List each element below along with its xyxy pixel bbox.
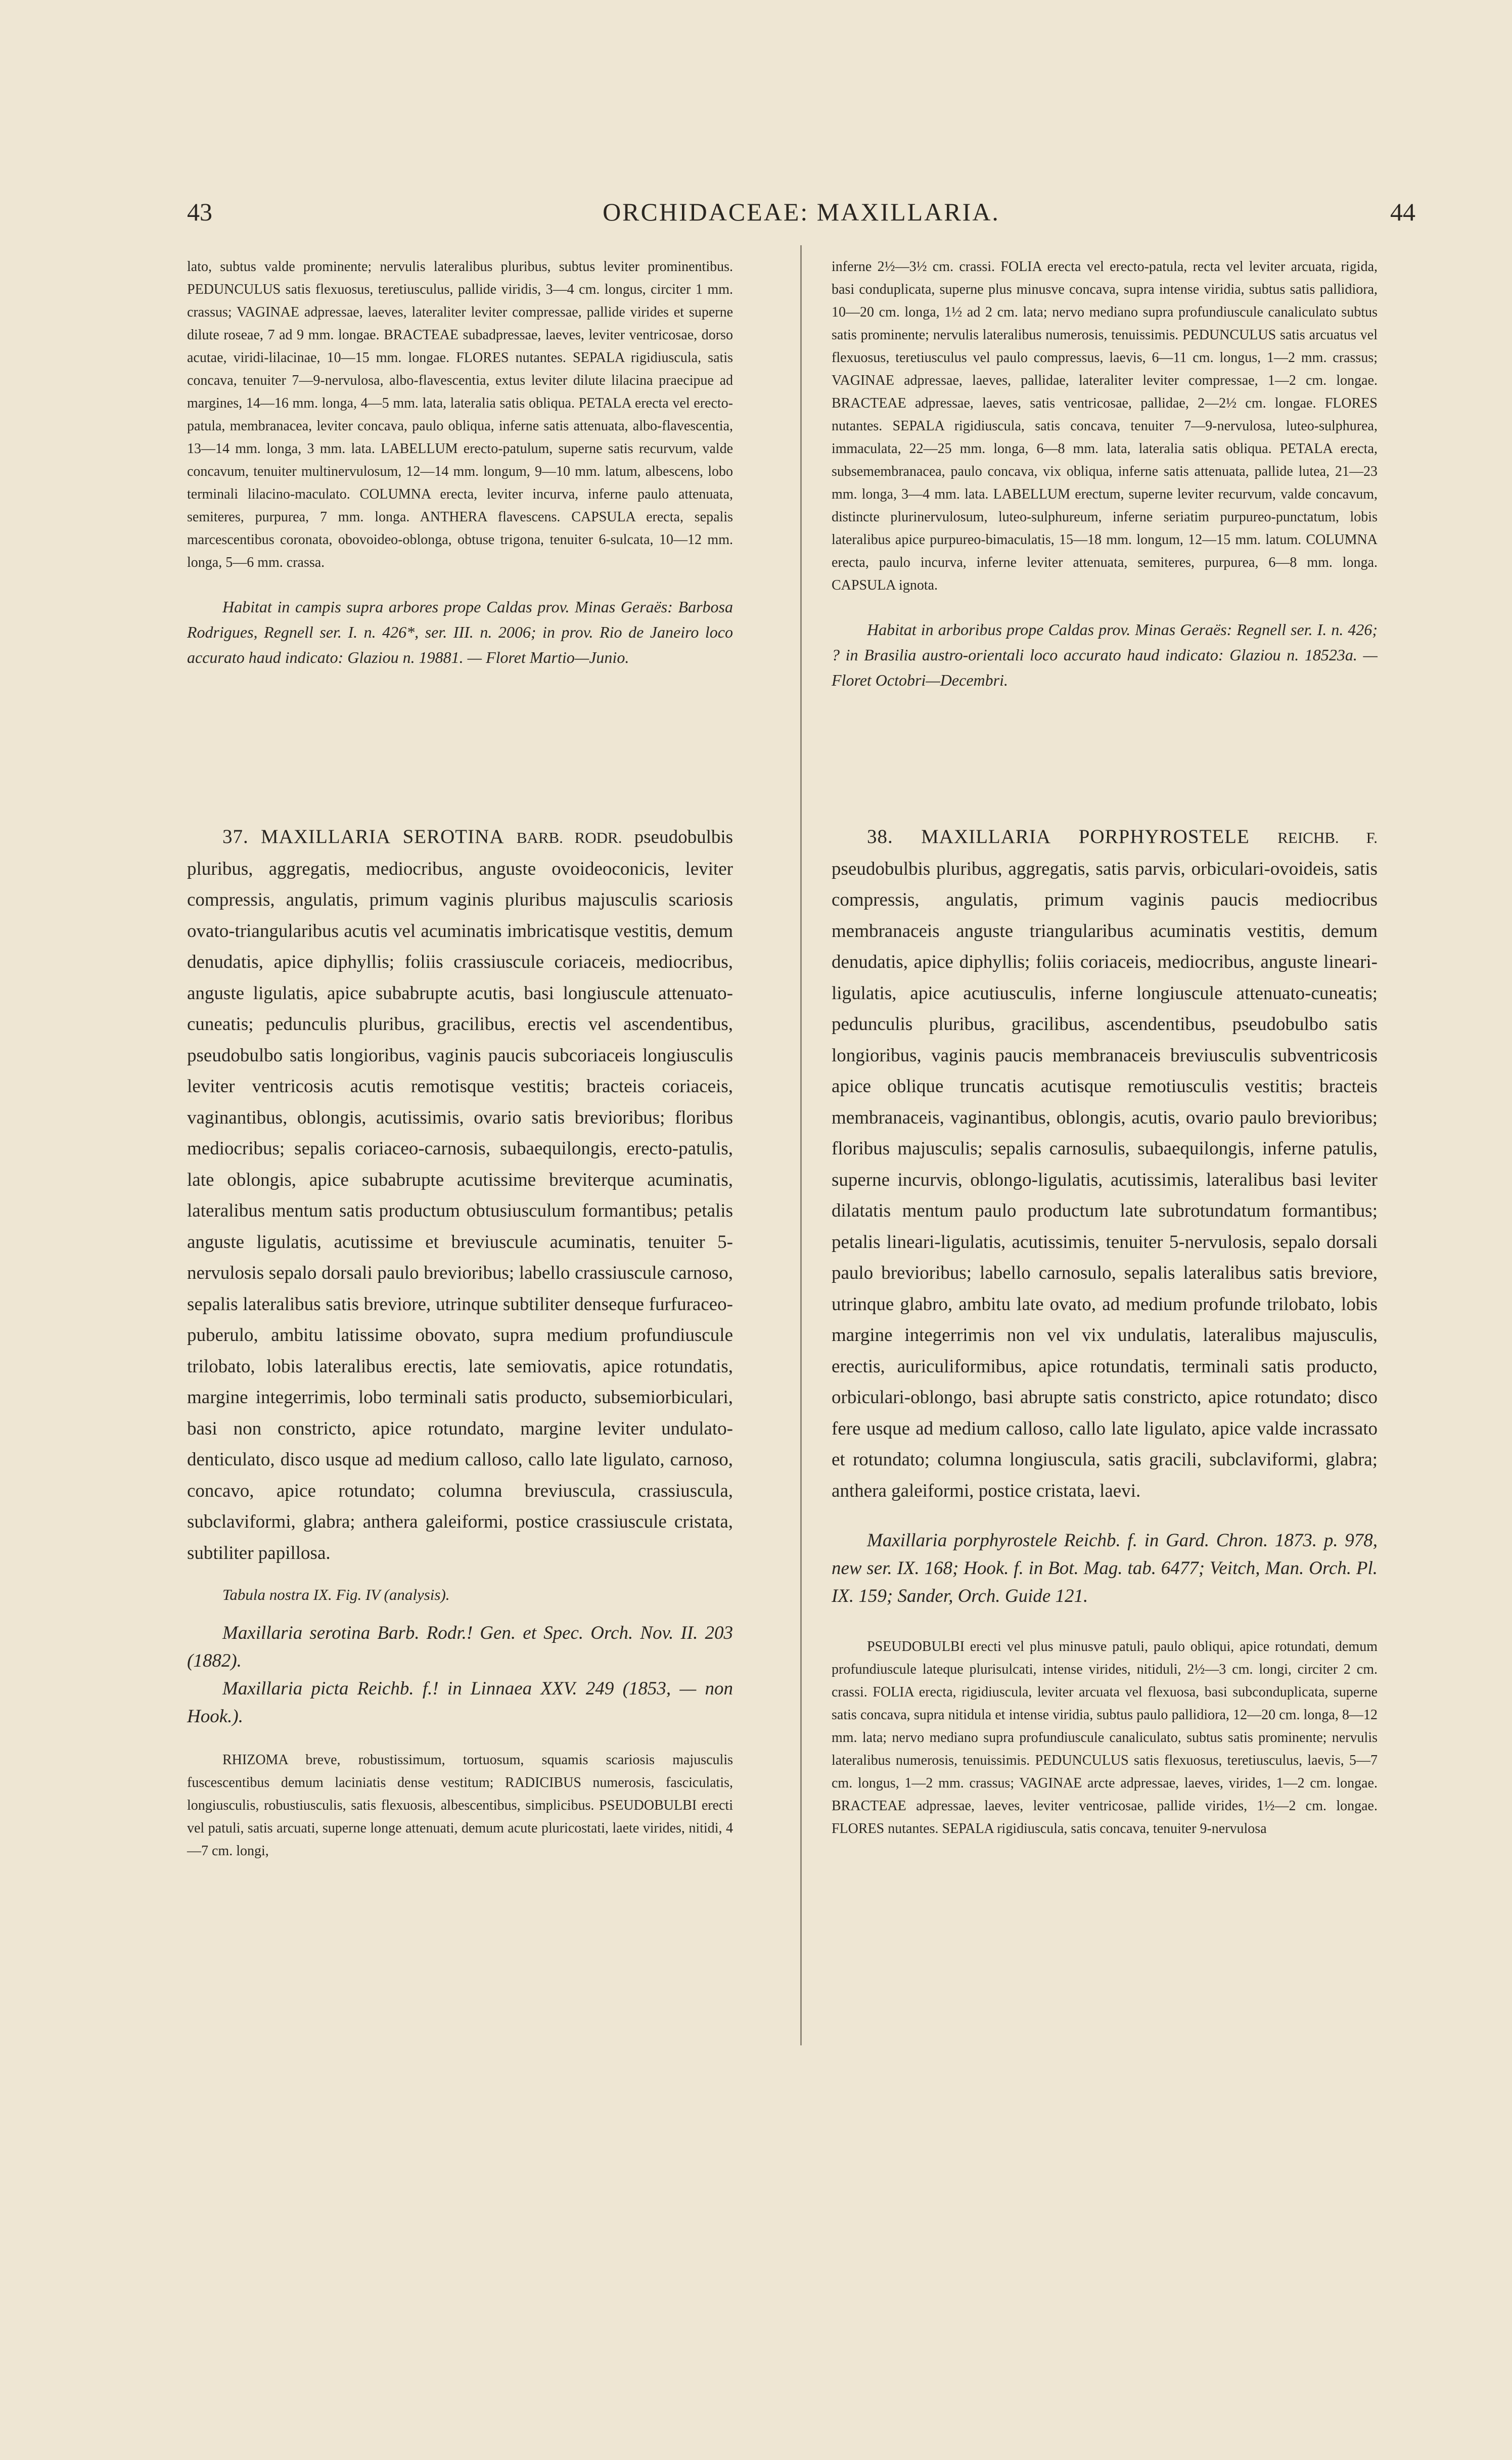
habitat-paragraph-right: Habitat in arboribus prope Caldas prov. Minas Geraës: Regnell ser. I. n. 426; ? in Brasilia austro-orientali loco accurato haud indicato: Glaziou n. 18523a. — Floret Octobri—Decembri. [832,620,1378,689]
species-37-diagnosis-text: pseudobulbis pluribus, aggregatis, mediocribus, anguste ovoideoconicis, leviter compressis, angulatis, primum vaginis pluribus majusculis scariosis ovato-triangularibus acutis vel acuminatis imbricatisque vestitis, demum denudatis, apice diphyllis; foliis crassiuscule coriaceis, mediocribus, anguste ligulatis, apice subabrupte acutis, basi longiuscule attenuato-cuneatis; pedunculis pluribus, gracilibus, erectis vel ascendentibus, pseudobulbo satis longioribus, vaginis paucis subcoriaceis longiusculis leviter ventricosis acutis remotisque vestitis; bracteis coriaceis, vaginantibus, oblongis, acutissimis, ovario satis brevioribus; floribus mediocribus; sepalis coriaceo-carnosis, subaequilongis, erecto-patulis, late oblongis, apice subabrupte acutissime breviterque acuminatis, lateralibus mentum satis productum obtusiusculum formantibus; petalis anguste ligulatis, acutissime et breviuscule acuminatis, tenuiter 5-nervulosis sepalo dorsali paulo brevioribus; labello crassiuscule carnoso, sepalis lateralibus satis breviore, utrinque subtiliter denseque furfuraceo-puberulo, ambitu latissime obovato, supra medium profundiuscule trilobato, lobis lateralibus erectis, late semiovatis, apice rotundatis, margine integerrimis, lobo terminali satis producto, subsemiorbiculari, basi non constricto, apice rotundato, margine leviter undulato-denticulato, disco usque ad medium calloso, callo late ligulato, carnoso, concavo, apice rotundato; columna breviuscula, crassiuscula, subclaviformi, glabra; anthera galeiformi, postice crassiuscule cristata, subtiliter papillosa. [187,827,734,1563]
description-continued: lato, subtus valde prominente; nervulis lateralibus pluribus, subtus leviter prominentibus. PEDUNCULUS satis flexuosus, teretiusculus, pallide viridis, 3—4 cm. longus, circiter 1 mm. crassus; VAGINAE adpressae, laeves, lateraliter leviter compressae, pallide virides et superne dilute roseae, 7 ad 9 mm. longae. BRACTEAE subadpressae, laeves, leviter ventricosae, dorso acutae, viridi-lilacinae, 10—15 mm. longae. FLORES nutantes. SEPALA rigidiuscula, satis concava, tenuiter 7—9-nervulosa, albo-flavescentia, extus leviter dilute lilacina praecipue ad margines, 14—16 mm. longa, 4—5 mm. lata, lateralia satis obliqua. PETALA erecta vel erecto-patula, membranacea, leviter concava, paulo obliqua, inferne satis attenuata, albo-flavescentia, 13—14 mm. longa, 3 mm. lata. LABELLUM erecto-patulum, superne satis recurvum, valde concavum, tenuiter multinervulosum, 12—14 mm. longum, 9—10 mm. latum, albescens, lobo terminali lilacino-maculato. COLUMNA erecta, leviter incurva, inferne paulo attenuata, semiteres, purpurea, 7 mm. longa. ANTHERA flavescens. CAPSULA erecta, sepalis marcescentibus coronata, obovoideo-oblonga, obtuse trigona, tenuiter 6-sulcata, 10—12 mm. longa, 5—6 mm. crassa. [187,259,733,570]
page-number-right: 44 [1390,198,1415,226]
species-37-citation-2: Maxillaria picta Reichb. f.! in Linnaea XXV. 249 (1853, — non Hook.). [187,1678,733,1727]
left-column-top [187,255,733,670]
running-header [187,197,1415,243]
species-38-block [832,822,1378,1840]
species-38-number: 38. [867,826,893,847]
species-37-name: MAXILLARIA SEROTINA [261,826,505,847]
species-37-number: 37. [222,826,249,847]
species-38-description: PSEUDOBULBI erecti vel plus minusve patuli, paulo obliqui, apice rotundati, demum profundiuscule lateque plurisulcati, intense virides, nitiduli, 2½—3 cm. longi, circiter 2 cm. crassi. FOLIA erecta, rigidiuscula, leviter arcuata vel flexuosa, basi subconduplicata, superne satis concava, supra nitidula et intense viridia, subtus paulo pallidiora, 12—20 cm. longa, 8—12 mm. lata; nervo mediano supra profundiuscule canaliculato, subtus satis prominente; nervulis lateralibus numerosis, tenuissimis. PEDUNCULUS satis flexuosus, teretiusculus, laevis, 5—7 cm. longus, 1—2 mm. crassus; VAGINAE arcte adpressae, laeves, virides, 1—2 cm. longae. BRACTEAE adpressae, laeves, leviter ventricosae, pallide virides, 1½—2 cm. longae. FLORES nutantes. SEPALA rigidiuscula, satis concava, tenuiter 9-nervulosa [832,1639,1378,1837]
species-37-citation-1: Maxillaria serotina Barb. Rodr.! Gen. et Spec. Orch. Nov. II. 203 (1882). [187,1623,733,1671]
species-38-diagnosis-text: pseudobulbis pluribus, aggregatis, satis parvis, orbiculari-ovoideis, satis compressis, angulatis, primum vaginis paucis mediocribus membranaceis anguste triangularibus acuminatis vestitis, demum denudatis, apice diphyllis; foliis coriaceis, mediocribus, anguste lineari-ligulatis, apice acutiusculis, inferne longiuscule attenuato-cuneatis; pedunculis pluribus, gracilibus, ascendentibus, pseudobulbo satis longioribus, vaginis paucis membranaceis breviusculis subventricosis apice oblique truncatis acutisque remotiusculis vestitis; bracteis membranaceis, vaginantibus, oblongis, acutis, ovario paulo brevioribus; floribus majusculis; sepalis carnosulis, subaequilongis, inferne patulis, superne incurvis, oblongo-ligulatis, acutissimis, lateralibus basi leviter dilatatis mentum paulo productum late subrotundatum formantibus; petalis lineari-ligulatis, acutissimis, tenuiter 5-nervulosis, sepalo dorsali paulo brevioribus; labello carnosulo, sepalis lateralibus satis breviore, utrinque glabro, ambitu late ovato, ad medium profunde trilobato, lobis margine integerrimis non vel vix undulatis, lateralibus majusculis, erectis, auriculiformibus, apice rotundatis, terminali satis producto, orbiculari-oblongo, basi abrupte satis constricto, apice rotundato; disco fere usque ad medium calloso, callo late ligulato, apice valde incrassato et rotundato; columna longiuscula, satis gracili, subclaviformi, glabra; anthera galeiformi, postice cristata, laevi. [832,858,1378,1501]
description-continued-right: inferne 2½—3½ cm. crassi. FOLIA erecta vel erecto-patula, recta vel leviter arcuata, rigida, basi conduplicata, superne plus minusve concava, supra intense viridia, subtus satis pallidiora, 10—20 cm. longa, 1½ ad 2 cm. lata; nervo mediano supra profundiuscule canaliculato subtus satis prominente; nervulis lateralibus numerosis, tenuissimis. PEDUNCULUS satis arcuatus vel flexuosus, teretiusculus vel paulo compressus, laevis, 6—11 cm. longus, 1—2 mm. crassus; VAGINAE adpressae, laeves, pallidae, lateraliter leviter compressae, 1—2 cm. longae. BRACTEAE adpressae, laeves, satis ventricosae, pallidae, 2—2½ cm. longae. FLORES nutantes. SEPALA rigidiuscula, satis concava, tenuiter 7—9-nervulosa, luteo-sulphurea, immaculata, 22—25 mm. longa, 6—8 mm. lata, lateralia satis obliqua. PETALA erecta, subsemembranacea, paulo concava, vix obliqua, inferne satis attenuata, pallide lutea, 21—23 mm. longa, 3—4 mm. lata. LABELLUM erectum, superne leviter recurvum, valde concavum, distincte plurinervulosum, luteo-sulphureum, inferne seriatim purpureo-punctatum, lobis lateralibus apice purpureo-bimaculatis, 15—18 mm. longum, 12—15 mm. latum. COLUMNA erecta, paulo incurva, inferne leviter attenuata, semiteres, purpurea, 6—8 mm. longa. CAPSULA ignota. [832,259,1378,593]
column-divider [800,245,802,2045]
species-37-tabula: Tabula nostra IX. Fig. IV (analysis). [222,1586,450,1603]
running-title: ORCHIDACEAE: MAXILLARIA. [603,198,1000,226]
habitat-paragraph: Habitat in campis supra arbores prope Caldas prov. Minas Geraës: Barbosa Rodrigues, Regnell ser. I. n. 426*, ser. III. n. 2006; in prov. Rio de Janeiro loco accurato haud indicato: Glaziou n. 19881. — Floret Martio—Junio. [187,598,733,666]
species-38-name: MAXILLARIA PORPHYROSTELE [921,826,1250,847]
page-number-left: 43 [187,198,212,226]
species-37-description: RHIZOMA breve, robustissimum, tortuosum, squamis scariosis majusculis fuscescentibus demum laciniatis dense vestitum; RADICIBUS numerosis, fasciculatis, longiusculis, robustiusculis, satis flexuosis, albescentibus, simplicibus. PSEUDOBULBI erecti vel patuli, satis arcuati, superne longe attenuati, demum acute pluricostati, laete virides, nitidi, 4—7 cm. longi, [187,1752,733,1859]
species-38-diagnosis [832,822,1378,1506]
species-38-author: REICHB. F. [1277,829,1378,846]
species-37-block [187,822,733,1862]
species-38-citations: Maxillaria porphyrostele Reichb. f. in Gard. Chron. 1873. p. 978, new ser. IX. 168; Hook. f. in Bot. Mag. tab. 6477; Veitch, Man. Orch. Pl. IX. 159; Sander, Orch. Guide 121. [832,1530,1378,1606]
right-column-top [832,255,1378,693]
species-37-author: BARB. RODR. [516,829,622,846]
species-37-diagnosis [187,822,733,1569]
